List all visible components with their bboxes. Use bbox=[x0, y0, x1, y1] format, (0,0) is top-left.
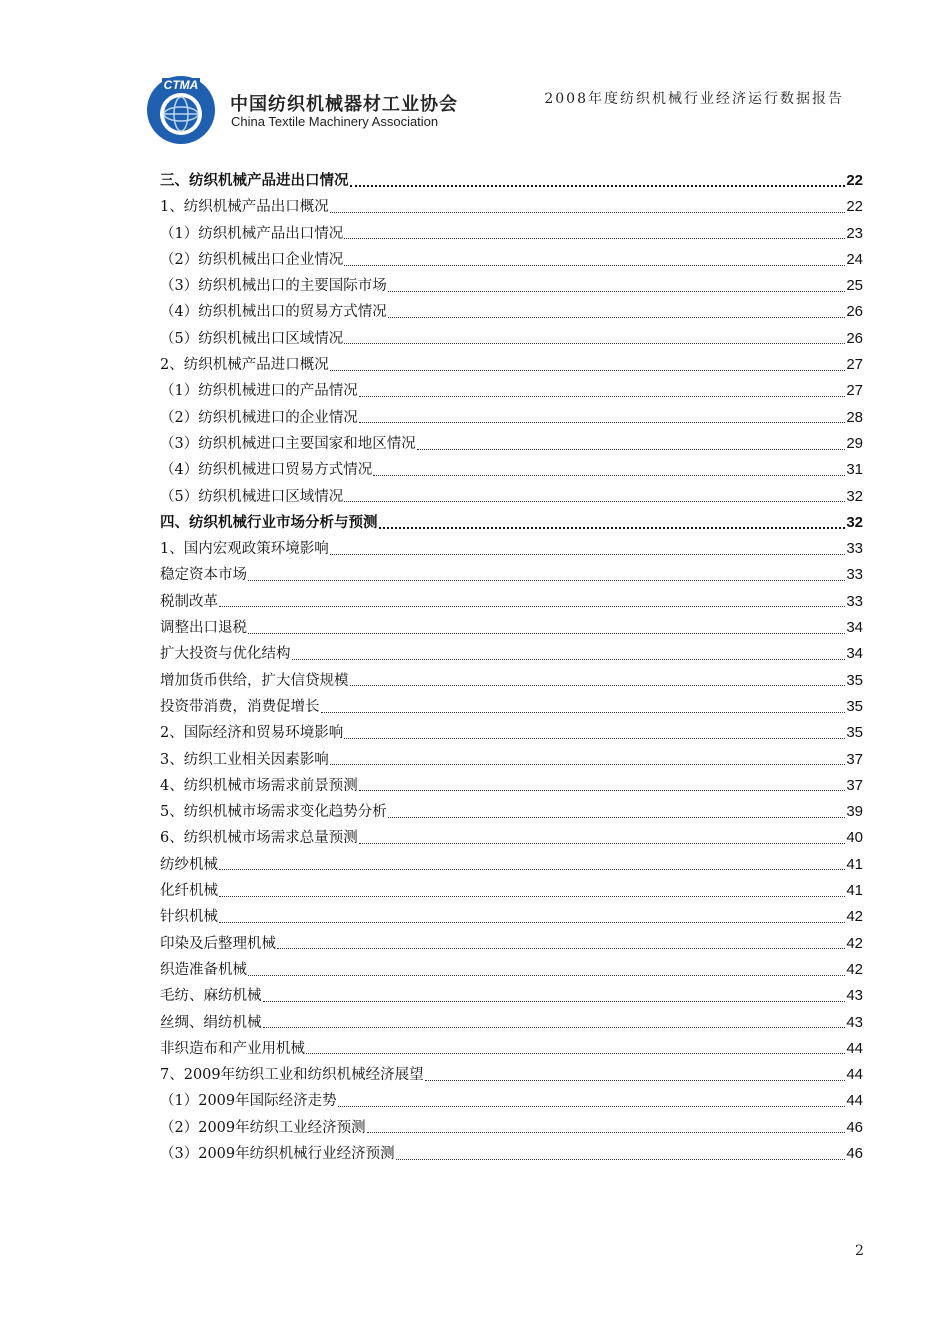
toc-entry-page: 43 bbox=[846, 1013, 863, 1031]
toc-entry[interactable] bbox=[160, 457, 863, 483]
toc-entry-title: （5）纺织机械出口区域情况 bbox=[160, 330, 344, 347]
toc-dot-leader bbox=[248, 579, 845, 581]
toc-entry[interactable] bbox=[160, 299, 863, 325]
toc-dot-leader bbox=[373, 474, 845, 476]
toc-entry[interactable] bbox=[160, 405, 863, 431]
toc-dot-leader bbox=[344, 237, 845, 239]
toc-dot-leader bbox=[359, 789, 846, 791]
toc-entry-title: （3）纺织机械出口的主要国际市场 bbox=[160, 278, 387, 295]
toc-entry-title: （2）纺织机械出口企业情况 bbox=[160, 251, 344, 268]
toc-dot-leader bbox=[350, 184, 846, 187]
toc-entry-title: （1）纺织机械产品出口情况 bbox=[160, 225, 344, 242]
org-name-cn: 中国纺织机械器材工业协会 bbox=[230, 94, 458, 115]
toc-entry-page: 46 bbox=[846, 1144, 863, 1162]
toc-dot-leader bbox=[330, 369, 846, 371]
ctma-logo-icon bbox=[144, 72, 218, 146]
toc-dot-leader bbox=[248, 632, 845, 634]
toc-dot-leader bbox=[350, 684, 846, 686]
toc-entry-page: 33 bbox=[846, 592, 863, 610]
toc-dot-leader bbox=[425, 1079, 846, 1081]
toc-entry-page: 37 bbox=[846, 750, 863, 768]
toc-dot-leader bbox=[396, 1158, 846, 1160]
toc-entry[interactable] bbox=[160, 326, 863, 352]
toc-entry-title: （4）纺织机械进口贸易方式情况 bbox=[160, 462, 373, 479]
toc-dot-leader bbox=[263, 1026, 846, 1028]
toc-entry[interactable] bbox=[160, 1036, 863, 1062]
toc-entry-page: 22 bbox=[846, 198, 863, 216]
toc-entry[interactable] bbox=[160, 668, 863, 694]
toc-entry-title: 扩大投资与优化结构 bbox=[160, 646, 291, 663]
toc-entry-page: 41 bbox=[846, 855, 863, 873]
toc-dot-leader bbox=[388, 290, 846, 292]
toc-dot-leader bbox=[306, 1052, 845, 1054]
toc-dot-leader bbox=[219, 868, 845, 870]
toc-entry[interactable] bbox=[160, 1062, 863, 1088]
page-number: 2 bbox=[855, 1243, 864, 1259]
toc-entry-page: 31 bbox=[846, 461, 863, 479]
toc-entry[interactable] bbox=[160, 273, 863, 299]
toc-entry-title: （1）纺织机械进口的产品情况 bbox=[160, 383, 358, 400]
toc-dot-leader bbox=[338, 1105, 846, 1107]
toc-entry[interactable] bbox=[160, 694, 863, 720]
toc-entry[interactable] bbox=[160, 615, 863, 641]
toc-entry-page: 44 bbox=[846, 1092, 863, 1110]
toc-entry[interactable] bbox=[160, 878, 863, 904]
toc-entry-title: 四、纺织机械行业市场分析与预测 bbox=[160, 513, 378, 531]
toc-entry-page: 42 bbox=[846, 934, 863, 952]
toc-entry-page: 37 bbox=[846, 776, 863, 794]
toc-entry[interactable] bbox=[160, 747, 863, 773]
toc-dot-leader bbox=[292, 658, 846, 660]
toc-dot-leader bbox=[248, 974, 845, 976]
toc-dot-leader bbox=[388, 816, 846, 818]
toc-entry-page: 35 bbox=[846, 697, 863, 715]
toc-entry-page: 32 bbox=[846, 513, 863, 531]
toc-dot-leader bbox=[344, 264, 845, 266]
toc-entry-page: 28 bbox=[846, 408, 863, 426]
toc-entry-page: 27 bbox=[846, 382, 863, 400]
toc-entry[interactable] bbox=[160, 904, 863, 930]
toc-dot-leader bbox=[330, 211, 846, 213]
toc-entry[interactable] bbox=[160, 1010, 863, 1036]
toc-entry-title: 2、纺织机械产品进口概况 bbox=[160, 357, 329, 374]
toc-entry[interactable] bbox=[160, 589, 863, 615]
toc-entry-title: 7、2009年纺织工业和纺织机械经济展望 bbox=[160, 1067, 424, 1084]
toc-dot-leader bbox=[344, 737, 845, 739]
toc-entry[interactable] bbox=[160, 720, 863, 746]
toc-entry-page: 34 bbox=[846, 645, 863, 663]
toc-dot-leader bbox=[219, 921, 845, 923]
toc-entry-page: 41 bbox=[846, 882, 863, 900]
toc-entry[interactable] bbox=[160, 1141, 863, 1167]
toc-entry-page: 35 bbox=[846, 724, 863, 742]
toc-entry-page: 46 bbox=[846, 1118, 863, 1136]
toc-entry[interactable] bbox=[160, 431, 863, 457]
toc-entry-page: 42 bbox=[846, 960, 863, 978]
toc-entry[interactable] bbox=[160, 510, 863, 536]
page-header bbox=[0, 0, 950, 160]
toc-entry-page: 23 bbox=[846, 224, 863, 242]
toc-entry-page: 40 bbox=[846, 829, 863, 847]
toc-dot-leader bbox=[344, 500, 845, 502]
toc-entry[interactable] bbox=[160, 957, 863, 983]
toc-entry[interactable] bbox=[160, 852, 863, 878]
toc-entry[interactable] bbox=[160, 641, 863, 667]
toc-entry[interactable] bbox=[160, 825, 863, 851]
toc-dot-leader bbox=[277, 947, 845, 949]
toc-dot-leader bbox=[359, 842, 846, 844]
org-name-en: China Textile Machinery Association bbox=[231, 114, 439, 129]
toc-entry-page: 26 bbox=[846, 329, 863, 347]
toc-entry-title: （4）纺织机械出口的贸易方式情况 bbox=[160, 304, 387, 321]
toc-entry-title: 非织造布和产业用机械 bbox=[160, 1040, 305, 1057]
toc-entry[interactable] bbox=[160, 773, 863, 799]
toc-entry-title: 1、国内宏观政策环境影响 bbox=[160, 541, 329, 558]
toc-entry-page: 24 bbox=[846, 250, 863, 268]
toc-entry-page: 26 bbox=[846, 303, 863, 321]
toc-entry-page: 22 bbox=[846, 172, 863, 189]
toc-entry[interactable] bbox=[160, 247, 863, 273]
toc-entry[interactable] bbox=[160, 562, 863, 588]
toc-entry-title: 增加货币供给，扩大信贷规模 bbox=[160, 672, 349, 689]
toc-entry-title: 2、国际经济和贸易环境影响 bbox=[160, 725, 344, 742]
toc-entry-page: 42 bbox=[846, 908, 863, 926]
toc-entry-page: 43 bbox=[846, 987, 863, 1005]
toc-entry-page: 44 bbox=[846, 1039, 863, 1057]
toc-entry-title: 1、纺织机械产品出口概况 bbox=[160, 199, 329, 216]
toc-entry-page: 35 bbox=[846, 671, 863, 689]
toc-dot-leader bbox=[321, 711, 846, 713]
toc-entry-page: 25 bbox=[846, 277, 863, 295]
toc-dot-leader bbox=[219, 605, 845, 607]
toc-entry-title: 纺纱机械 bbox=[160, 856, 218, 873]
toc-entry-title: （3）2009年纺织机械行业经济预测 bbox=[160, 1145, 395, 1162]
toc-entry-title: 丝绸、绢纺机械 bbox=[160, 1014, 262, 1031]
toc-entry-title: 5、纺织机械市场需求变化趋势分析 bbox=[160, 804, 387, 821]
toc-entry-page: 34 bbox=[846, 619, 863, 637]
toc-entry[interactable] bbox=[160, 378, 863, 404]
toc-dot-leader bbox=[388, 316, 846, 318]
toc-entry-page: 33 bbox=[846, 566, 863, 584]
toc-entry-title: 化纤机械 bbox=[160, 883, 218, 900]
toc-dot-leader bbox=[359, 421, 846, 423]
toc-entry[interactable] bbox=[160, 352, 863, 378]
toc-entry[interactable] bbox=[160, 1088, 863, 1114]
toc-dot-leader bbox=[330, 763, 846, 765]
toc-entry[interactable] bbox=[160, 983, 863, 1009]
logo-text: CTMA bbox=[163, 78, 199, 92]
toc-entry-title: 投资带消费，消费促增长 bbox=[160, 698, 320, 715]
toc-entry[interactable] bbox=[160, 536, 863, 562]
toc-entry[interactable] bbox=[160, 194, 863, 220]
toc-dot-leader bbox=[219, 895, 845, 897]
toc-entry-title: （5）纺织机械进口区域情况 bbox=[160, 488, 344, 505]
toc-dot-leader bbox=[417, 448, 846, 450]
toc-entry-page: 27 bbox=[846, 356, 863, 374]
toc-entry-title: 三、纺织机械产品进出口情况 bbox=[160, 172, 349, 189]
toc-entry-title: 印染及后整理机械 bbox=[160, 935, 276, 952]
toc-dot-leader bbox=[367, 1131, 846, 1133]
toc-entry-title: 织造准备机械 bbox=[160, 961, 247, 978]
toc-entry-page: 32 bbox=[846, 487, 863, 505]
toc-entry-title: 税制改革 bbox=[160, 593, 218, 610]
table-of-contents bbox=[160, 168, 863, 1167]
toc-entry-title: 针织机械 bbox=[160, 909, 218, 926]
toc-entry-title: （2）2009年纺织工业经济预测 bbox=[160, 1119, 366, 1136]
toc-entry[interactable] bbox=[160, 1115, 863, 1141]
toc-entry[interactable] bbox=[160, 168, 863, 194]
toc-entry[interactable] bbox=[160, 221, 863, 247]
toc-entry[interactable] bbox=[160, 484, 863, 510]
toc-entry-title: 4、纺织机械市场需求前景预测 bbox=[160, 777, 358, 794]
toc-entry[interactable] bbox=[160, 799, 863, 825]
toc-entry-title: 稳定资本市场 bbox=[160, 567, 247, 584]
toc-entry-title: （3）纺织机械进口主要国家和地区情况 bbox=[160, 435, 416, 452]
report-title: 2008年度纺织机械行业经济运行数据报告 bbox=[544, 91, 844, 107]
toc-entry-page: 44 bbox=[846, 1066, 863, 1084]
toc-dot-leader bbox=[359, 395, 846, 397]
toc-entry-title: （2）纺织机械进口的企业情况 bbox=[160, 409, 358, 426]
toc-dot-leader bbox=[330, 553, 846, 555]
toc-dot-leader bbox=[263, 1000, 846, 1002]
toc-entry-page: 29 bbox=[846, 434, 863, 452]
toc-dot-leader bbox=[379, 526, 846, 529]
toc-dot-leader bbox=[344, 342, 845, 344]
toc-entry-title: 毛纺、麻纺机械 bbox=[160, 988, 262, 1005]
toc-entry-page: 33 bbox=[846, 540, 863, 558]
toc-entry-title: 6、纺织机械市场需求总量预测 bbox=[160, 830, 358, 847]
toc-entry-title: 3、纺织工业相关因素影响 bbox=[160, 751, 329, 768]
toc-entry[interactable] bbox=[160, 931, 863, 957]
toc-entry-title: （1）2009年国际经济走势 bbox=[160, 1093, 337, 1110]
toc-entry-title: 调整出口退税 bbox=[160, 620, 247, 637]
toc-entry-page: 39 bbox=[846, 803, 863, 821]
